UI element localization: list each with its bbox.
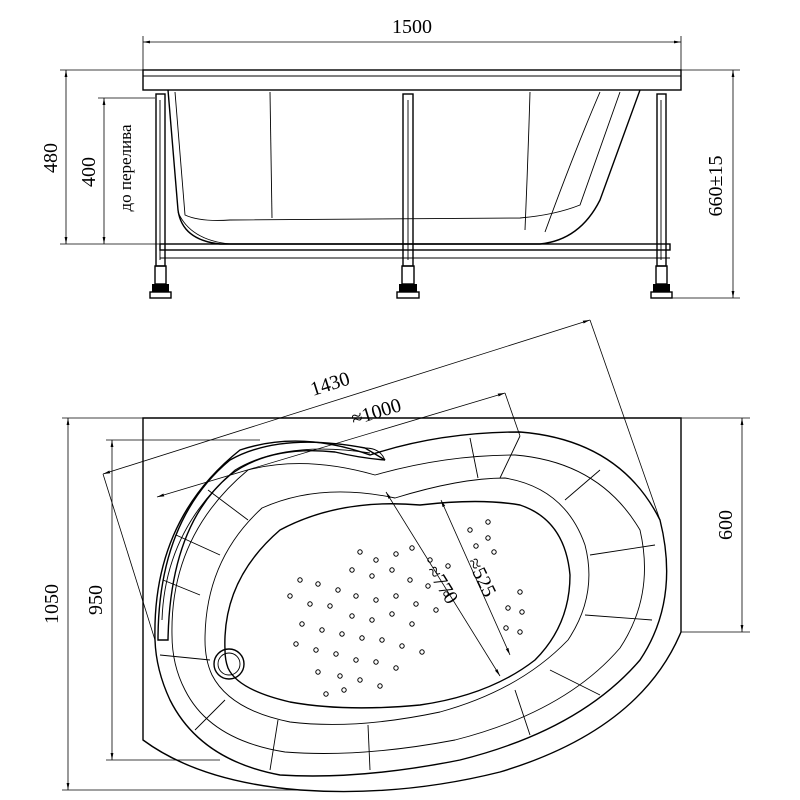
jet-nozzle <box>360 636 364 640</box>
jet-nozzle <box>390 568 394 572</box>
inner-depth-label: 950 <box>85 585 107 615</box>
tub-rim <box>143 70 681 90</box>
jet-nozzle <box>358 550 362 554</box>
jet-nozzle <box>300 622 304 626</box>
overflow-caption: до перелива <box>116 124 135 212</box>
jet-nozzle <box>334 652 338 656</box>
overflow-height-label: 400 <box>78 157 100 187</box>
jet-nozzle <box>414 602 418 606</box>
dim-width <box>143 16 681 70</box>
jet-nozzle <box>394 666 398 670</box>
jet-nozzle <box>354 594 358 598</box>
jet-nozzle <box>328 604 332 608</box>
jet-nozzle <box>308 602 312 606</box>
jet-nozzle <box>358 678 362 682</box>
jet-nozzle <box>486 536 490 540</box>
bowl-bottom <box>225 502 570 708</box>
jet-nozzle <box>394 552 398 556</box>
jet-nozzle <box>354 658 358 662</box>
jet-nozzle <box>420 650 424 654</box>
drain-icon <box>214 649 244 679</box>
total-height-label: 480 <box>40 143 62 173</box>
jet-nozzle <box>374 558 378 562</box>
jet-nozzle <box>518 590 522 594</box>
jet-nozzle <box>520 610 524 614</box>
tub-body <box>168 90 640 244</box>
dim-diagonal <box>103 320 660 640</box>
jet-nozzle <box>468 528 472 532</box>
jet-nozzle <box>340 632 344 636</box>
side-view <box>40 16 740 298</box>
right-depth-label: 600 <box>715 510 737 540</box>
jet-nozzle <box>486 520 490 524</box>
jet-nozzle <box>288 594 292 598</box>
width-label: 1500 <box>392 16 432 38</box>
top-view <box>41 320 750 792</box>
jet-nozzle <box>342 688 346 692</box>
leg-right <box>651 94 672 298</box>
dim-overflow-height <box>78 98 155 244</box>
jet-nozzle <box>378 684 382 688</box>
jet-nozzle <box>374 598 378 602</box>
jet-nozzle <box>316 582 320 586</box>
jet-nozzle <box>474 544 478 548</box>
jet-nozzle <box>324 692 328 696</box>
segment-dividers <box>160 436 655 770</box>
jet-nozzle <box>434 608 438 612</box>
headrest <box>158 442 385 640</box>
jet-nozzle <box>492 550 496 554</box>
jet-nozzle <box>294 642 298 646</box>
tub-inner-contour <box>172 455 645 754</box>
inner-length-label: ≈1000 <box>348 394 404 431</box>
jet-nozzle <box>374 660 378 664</box>
jet-nozzle <box>504 626 508 630</box>
jet-nozzle <box>400 644 404 648</box>
jet-nozzle <box>390 612 394 616</box>
jet-nozzle <box>320 628 324 632</box>
frame-bar <box>160 244 670 258</box>
jet-nozzle <box>408 578 412 582</box>
tub-ledge-contour <box>205 478 589 724</box>
jet-nozzle <box>394 594 398 598</box>
dim-right-depth <box>681 418 750 632</box>
jet-nozzle <box>410 546 414 550</box>
jet-nozzle <box>338 674 342 678</box>
leg-middle <box>397 94 419 298</box>
depth-label: 1050 <box>41 584 63 624</box>
jet-nozzle <box>380 638 384 642</box>
jet-nozzle <box>446 564 450 568</box>
leg-height-label: 660±15 <box>705 155 727 217</box>
tub-outer-rim <box>155 432 667 776</box>
jet-nozzle <box>314 648 318 652</box>
jet-nozzle <box>410 622 414 626</box>
bowl-length-label: ≈770 <box>421 561 463 609</box>
jet-nozzle <box>506 606 510 610</box>
diagonal-label: 1430 <box>307 367 353 401</box>
panel-outline <box>143 418 681 792</box>
jet-nozzle <box>298 578 302 582</box>
jet-nozzle <box>316 670 320 674</box>
leg-left <box>150 94 171 298</box>
jet-nozzle <box>350 614 354 618</box>
jet-nozzle <box>336 588 340 592</box>
bowl-width-label: ≈525 <box>462 554 501 601</box>
jet-nozzle <box>370 618 374 622</box>
dim-leg-height <box>672 70 740 298</box>
jet-nozzle <box>350 568 354 572</box>
dim-inner-depth <box>85 440 260 760</box>
jet-nozzle <box>518 630 522 634</box>
jet-nozzle <box>370 574 374 578</box>
dim-total-height <box>40 70 160 244</box>
